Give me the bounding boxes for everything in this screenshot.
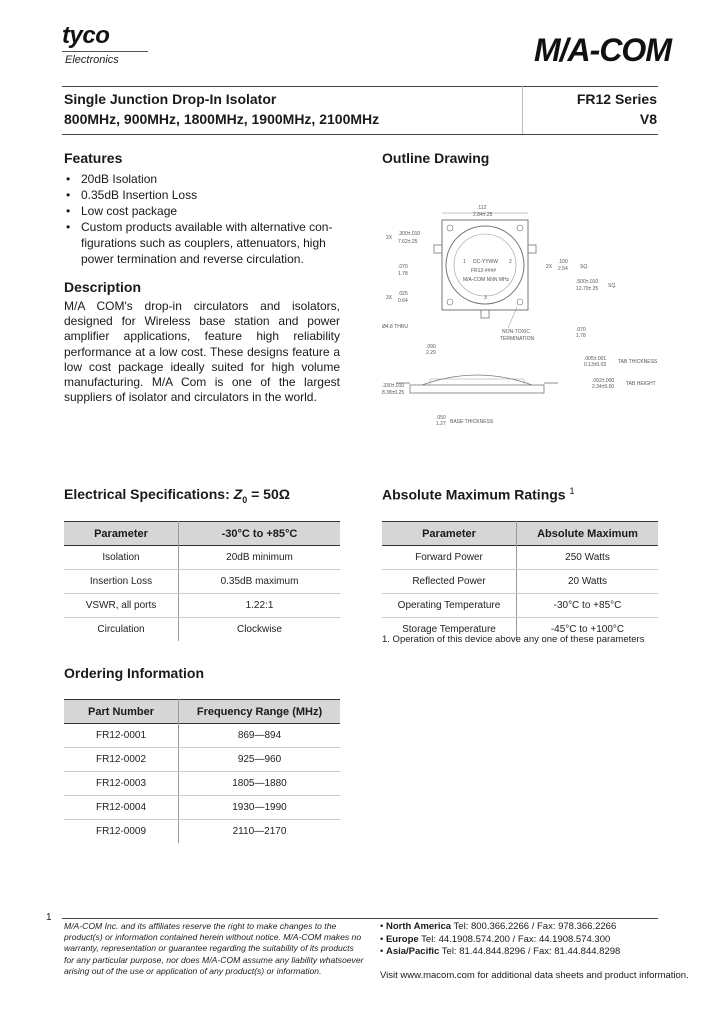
table-row bbox=[382, 594, 658, 618]
dim-sq-2: SQ. bbox=[608, 283, 617, 289]
dim-c: .025 bbox=[398, 291, 408, 297]
feature-item: • Custom products available with alternative con-figurations such as couplers, attenuators, high power termination and reverse circulation. bbox=[64, 219, 342, 267]
cell-part-number: FR12-0003 bbox=[64, 772, 179, 796]
label-tab-height: TAB HEIGHT bbox=[626, 381, 656, 387]
contact-phone: Tel: 44.1908.574.200 / Fax: 44.1908.574.300 bbox=[421, 933, 611, 945]
description-heading: Description bbox=[64, 279, 142, 295]
cell-parameter: Circulation bbox=[64, 618, 179, 642]
dim-side-h: .330±.010 bbox=[382, 383, 405, 389]
product-title: Single Junction Drop-In Isolator bbox=[64, 91, 277, 107]
header-rule-bottom bbox=[62, 134, 658, 135]
dim-count-2x: 2X bbox=[386, 235, 393, 241]
dim-top: .112 bbox=[477, 205, 487, 211]
dim-e: .500±.010 bbox=[576, 279, 599, 285]
contact-region: Europe bbox=[385, 933, 419, 945]
series-label: FR12 Series bbox=[576, 91, 657, 107]
dim-thru: Ø4.8 THRU bbox=[382, 324, 409, 330]
version-label: V8 bbox=[639, 111, 657, 127]
cell-value: 0.35dB maximum bbox=[179, 570, 341, 594]
electrical-heading-z: Z bbox=[233, 486, 243, 502]
dim-g: .090 bbox=[426, 344, 436, 350]
dim-a-mm: 7.62±.25 bbox=[398, 239, 418, 245]
footer-rule bbox=[62, 918, 658, 919]
cell-frequency: 1930—1990 bbox=[179, 796, 341, 820]
dim-d: .100 bbox=[558, 259, 568, 265]
cell-part-number: FR12-0001 bbox=[64, 724, 179, 748]
absolute-footnote: 1. Operation of this device above any one of these parameters bbox=[382, 634, 645, 645]
pin-1: 1 bbox=[463, 259, 466, 265]
logo-divider bbox=[62, 51, 148, 52]
table-row bbox=[64, 724, 340, 748]
feature-item: • 0.35dB Insertion Loss bbox=[64, 187, 342, 203]
dim-g-mm: 2.29 bbox=[426, 350, 436, 356]
cell-value: 1.22:1 bbox=[179, 594, 341, 618]
dim-count-2x-right: 2X bbox=[546, 264, 553, 270]
label-base-thickness: BASE THICKNESS bbox=[450, 419, 494, 425]
dim-base-mm: 1.27 bbox=[436, 421, 446, 427]
cell-parameter: Forward Power bbox=[382, 546, 517, 570]
cell-parameter: VSWR, all ports bbox=[64, 594, 179, 618]
page-number: 1 bbox=[46, 912, 52, 923]
dim-tab-thickness-mm: 0.13±0.03 bbox=[584, 362, 607, 368]
cell-part-number: FR12-0009 bbox=[64, 820, 179, 844]
table-row bbox=[64, 748, 340, 772]
col-temp-range: -30°C to +85°C bbox=[179, 522, 341, 546]
feature-item: • Low cost package bbox=[64, 203, 342, 219]
contact-asia-pacific: • Asia/Pacific Tel: 81.44.844.8296 / Fax: 81.44.844.8298 bbox=[380, 946, 621, 957]
dim-b: .070 bbox=[398, 264, 408, 270]
col-frequency-range: Frequency Range (MHz) bbox=[179, 700, 341, 724]
dim-tab-thickness-val: .005±.001 bbox=[584, 356, 607, 362]
absolute-heading-text: Absolute Maximum Ratings bbox=[382, 486, 566, 503]
footer-disclaimer: M/A-COM Inc. and its affiliates reserve the right to make changes to the product(s) or information contained herein without notice. M/A-COM makes no warranty, representation or guarantee regarding the suitability of its products for any particular purpose, nor does M/A-COM assume any liability whatsoever arising out of the use or application of any product(s) or information. bbox=[64, 921, 364, 976]
dim-a: .300±.010 bbox=[398, 231, 421, 237]
tyco-logo-subtitle: Electronics bbox=[65, 54, 119, 66]
features-list bbox=[64, 171, 342, 267]
dim-h-mm: 1.78 bbox=[576, 333, 586, 339]
table-row bbox=[382, 570, 658, 594]
table-row bbox=[64, 594, 340, 618]
cell-value: 20dB minimum bbox=[179, 546, 341, 570]
cell-part-number: FR12-0002 bbox=[64, 748, 179, 772]
cell-parameter: Isolation bbox=[64, 546, 179, 570]
cell-frequency: 1805—1880 bbox=[179, 772, 341, 796]
dim-count-3x: 3X bbox=[386, 295, 393, 301]
ordering-heading: Ordering Information bbox=[64, 665, 204, 681]
footer-contacts bbox=[380, 921, 620, 959]
feature-item: • 20dB Isolation bbox=[64, 171, 342, 187]
contact-europe: • Europe Tel: 44.1908.574.200 / Fax: 44.1908.574.300 bbox=[380, 933, 611, 945]
label-line2: FR12-#### bbox=[471, 268, 497, 274]
table-row bbox=[64, 570, 340, 594]
electrical-heading bbox=[64, 486, 290, 505]
electrical-heading-prefix: Electrical Specifications: bbox=[64, 486, 230, 502]
product-frequencies: 800MHz, 900MHz, 1800MHz, 1900MHz, 2100MHz bbox=[64, 111, 380, 127]
contact-region: North America bbox=[385, 921, 452, 932]
contact-region: Asia/Pacific bbox=[385, 946, 440, 957]
header-divider bbox=[522, 86, 523, 134]
absolute-heading bbox=[382, 486, 575, 503]
label-termination: TERMINATION bbox=[500, 336, 535, 342]
cell-value: 20 Watts bbox=[517, 570, 659, 594]
dim-b-mm: 1.78 bbox=[398, 271, 408, 277]
dim-tab-height-val: .092±.000 bbox=[592, 378, 615, 384]
label-line3: M/A-COM NNN MHz bbox=[463, 277, 510, 283]
table-row bbox=[64, 772, 340, 796]
pin-2: 2 bbox=[509, 259, 512, 265]
cell-parameter: Insertion Loss bbox=[64, 570, 179, 594]
cell-value: -45°C to +100°C bbox=[550, 624, 625, 635]
absolute-heading-sup: 1 bbox=[569, 486, 575, 496]
col-part-number: Part Number bbox=[64, 700, 179, 724]
dim-top-mm: 2.84±.25 bbox=[473, 212, 493, 218]
pin-3: 3 bbox=[484, 295, 487, 301]
dim-d-mm: 2.54 bbox=[558, 266, 568, 272]
ordering-table bbox=[64, 699, 340, 843]
dim-c-mm: 0.64 bbox=[398, 298, 408, 304]
contact-phone: Tel: 81.44.844.8296 / Fax: 81.44.844.8298 bbox=[441, 946, 621, 957]
contact-phone: Tel: 800.366.2266 / Fax: 978.366.2266 bbox=[453, 921, 617, 932]
label-tab-thickness: TAB THICKNESS bbox=[618, 359, 658, 365]
table-row bbox=[64, 796, 340, 820]
footer-visit-link[interactable]: Visit www.macom.com for additional data sheets and product information. bbox=[380, 970, 689, 981]
table-row bbox=[64, 546, 340, 570]
dim-side-h-mm: 8.38±0.25 bbox=[382, 390, 405, 396]
dim-base-val: .050 bbox=[436, 415, 446, 421]
cell-frequency: 925—960 bbox=[179, 748, 341, 772]
contact-north-america: • North America Tel: 800.366.2266 / Fax: 978.366.2266 bbox=[380, 921, 617, 932]
col-parameter: Parameter bbox=[64, 522, 179, 546]
cell-part-number: FR12-0004 bbox=[64, 796, 179, 820]
macom-logo: M/A-COM bbox=[534, 32, 671, 68]
table-row bbox=[382, 546, 658, 570]
table-row bbox=[64, 618, 340, 642]
cell-parameter: Storage Temperature bbox=[382, 618, 517, 642]
dim-h: .070 bbox=[576, 327, 586, 333]
tyco-logo: tyco bbox=[62, 22, 110, 49]
features-heading: Features bbox=[64, 150, 123, 166]
electrical-heading-sub: 0 bbox=[242, 494, 248, 505]
header-rule-top bbox=[62, 86, 658, 87]
cell-parameter: Reflected Power bbox=[382, 570, 517, 594]
electrical-table bbox=[64, 521, 340, 641]
cell-value: 250 Watts bbox=[517, 546, 659, 570]
electrical-heading-suffix: = 50Ω bbox=[247, 486, 290, 502]
col-parameter: Parameter bbox=[382, 522, 517, 546]
label-nontoxic: NON-TOXIC bbox=[502, 329, 530, 335]
dim-tab-height-mm: 2.34±0.00 bbox=[592, 384, 615, 390]
dim-sq: SQ. bbox=[580, 264, 589, 270]
cell-frequency: 869—894 bbox=[179, 724, 341, 748]
table-row bbox=[64, 820, 340, 844]
description-text: M/A COM's drop-in circulators and isolators, designed for Wireless base station and power amplifier applications, feature high reliability performance at a low cost. These designs feature a low cost package ideally suited for high volume manufacturing. M/A Com is one of the largest suppliers of isolator and circulators in the world. bbox=[64, 299, 340, 405]
dim-e-mm: 12.70±.25 bbox=[576, 286, 599, 292]
outline-heading: Outline Drawing bbox=[382, 150, 490, 166]
col-absolute-max: Absolute Maximum bbox=[517, 522, 659, 546]
absolute-table bbox=[382, 521, 658, 641]
outline-drawing bbox=[380, 185, 680, 445]
cell-frequency: 2110—2170 bbox=[232, 826, 287, 837]
cell-value: -30°C to +85°C bbox=[517, 594, 659, 618]
label-line1: DC-YYWW bbox=[473, 259, 498, 265]
cell-parameter: Operating Temperature bbox=[382, 594, 517, 618]
cell-value: Clockwise bbox=[236, 624, 282, 635]
